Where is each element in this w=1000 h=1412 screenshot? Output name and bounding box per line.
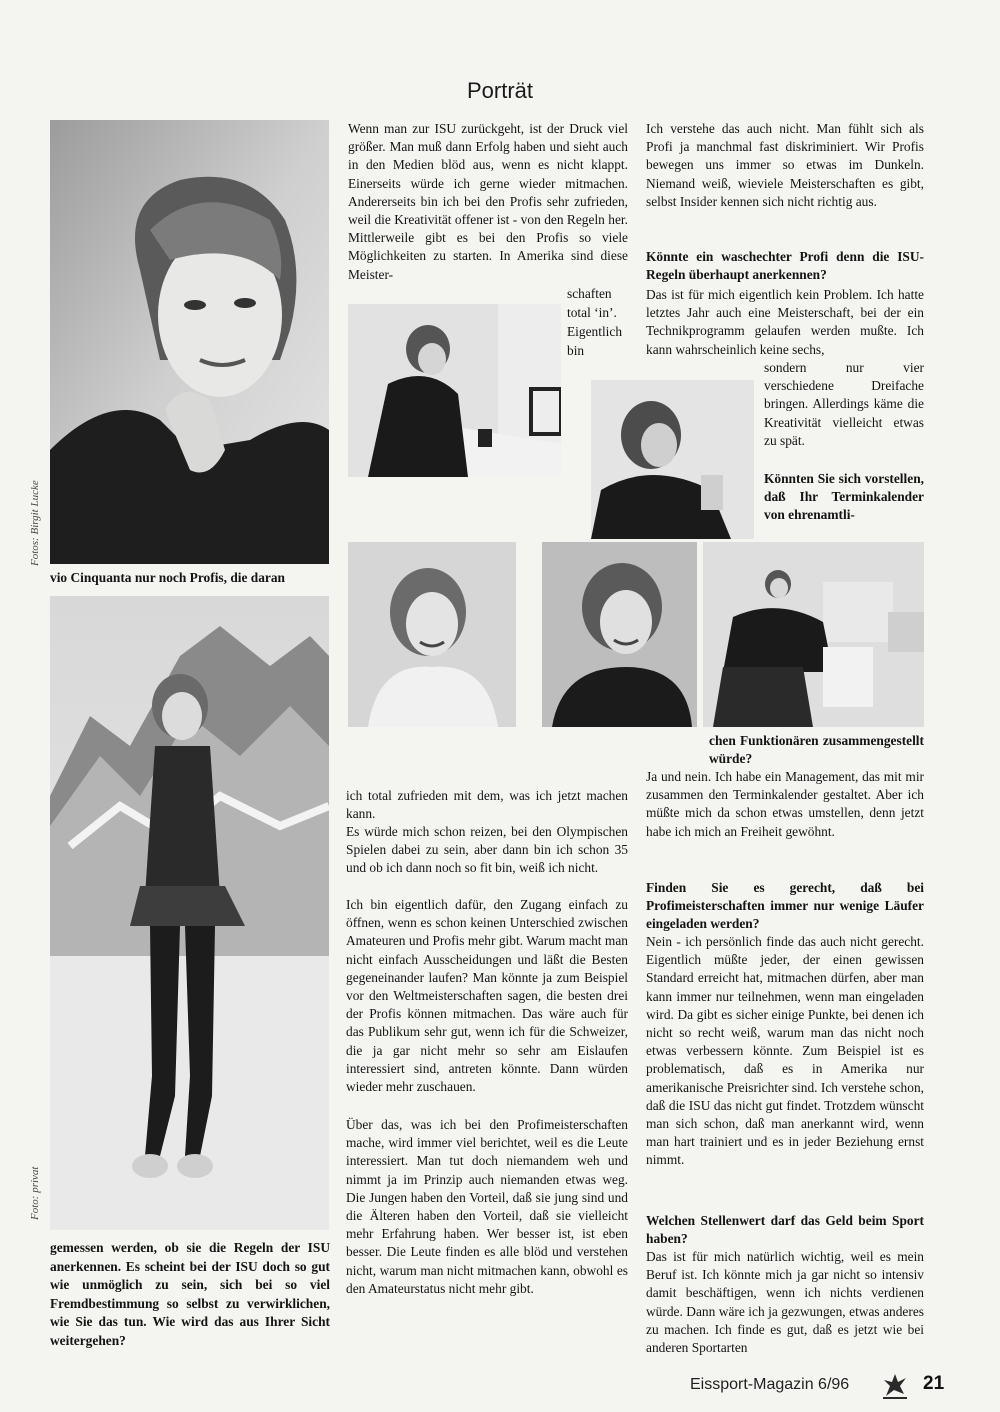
- skater-photo: [50, 596, 329, 1230]
- right-question-4: Welchen Stellenwert darf das Geld beim Sport haben?: [646, 1213, 924, 1247]
- photo-credit-top: Fotos: Birgit Lucke: [29, 480, 41, 566]
- magazine-issue: Eissport-Magazin 6/96: [690, 1376, 850, 1393]
- mid-paragraph-4: Ich bin eigentlich dafür, den Zugang einfach zu öffnen, wenn es schon keinen Unterschied zwischen Amateuren und Profis mehr gibt. Warum macht man nicht einfach Ausscheidungen und läßt die Besten gegeneinander laufen? Man könnte ja zum Beispiel vor den Weltmeisterschaften sagen, die besten drei der Profis können mitmachen. Das wäre auch für das Publikum sehr gut, wenn ich für die Schweizer, die ja gar nicht mehr so sehr am Eislaufen interessiert sind, antreten könnte. Dann würden wieder mehr zuschauen.: [346, 897, 628, 1095]
- left-caption-bottom: gemessen werden, ob sie die Regeln der ISU anerkennen. Es scheint bei der ISU doch so gut wie unmöglich zu sein, sich bei so viel Fremdbestimmung so selbst zu verwirklichen, wie Sie das tun. Wie wird das aus Ihrer Sicht weitergehen?: [50, 1240, 330, 1348]
- seated-photo: [703, 542, 924, 727]
- mid-paragraph-3: Es würde mich schon reizen, bei den Olympischen Spielen dabei zu sein, aber dann bin ich schon 35 und ob ich dann noch so fit bin, weiß ich nicht.: [346, 824, 628, 876]
- right-answer-1: Das ist für mich eigentlich kein Problem. Ich hatte letztes Jahr auch eine Meisterschaft, bei der ein Technikprogramm gelaufen werden mußte. Ich kann wahrscheinlich keine sechs,: [646, 287, 924, 357]
- right-paragraph-1: Ich verstehe das auch nicht. Man fühlt sich als Profi ja manchmal fast diskriminiert. Wir Profis bewegen uns immer so etwas im Dunkeln. Niemand weiß, wieviele Meisterschaften es gibt, selbst Insider kennen sich nicht richtig aus.: [646, 121, 924, 209]
- left-caption-top: vio Cinquanta nur noch Profis, die daran: [50, 570, 286, 585]
- right-answer-2: Ja und nein. Ich habe ein Management, das mit mir zusammen den Terminkalender gestaltet. Aber ich müßte mich da schon etwas umstellen, denn jetzt habe ich mich an Freiheit gewöhnt.: [646, 769, 924, 839]
- mid-paragraph-1b: schaften total ‘in’. Eigentlich bin: [567, 286, 623, 358]
- right-answer-4: Das ist für mich natürlich wichtig, weil es mein Beruf ist. Ich könnte mich ja gar nicht so intensiv damit beschäftigen, wenn ich nichts verdienen würde. Dann wäre ich ja gezwungen, etwas anderes zu machen. Ich finde es gut, daß es jetzt wie bei anderen Sportarten: [646, 1249, 924, 1356]
- page-number: 21: [923, 1373, 945, 1394]
- right-question-2b: chen Funktionären zusammengestellt würde?: [709, 733, 924, 767]
- right-question-2a: Könnten Sie sich vorstellen, daß Ihr Terminkalender von ehrenamtli-: [764, 471, 924, 523]
- portrait-photo: [50, 120, 329, 564]
- right-answer-3: Nein - ich persönlich finde das auch nicht gerecht. Eigentlich müßte jeder, der einen gewissen Standard erreicht hat, mitmachen dürfen, aber man kann immer nur teilnehmen, wenn man eingeladen wird. Da gibt es sicher einige Punkte, bei denen ich nicht so recht weiß, warum man das nicht noch etwas verbessern könnte. Zum Beispiel ist es problematisch, daß es in Amerika nur amerikanische Preisrichter sind. Ich verstehe schon, daß die ISU das nicht gut findet. Trotzdem wünscht man sich schon, daß man anerkannt wird, wenn man hart trainiert und es in jeder Beziehung ernst nimmt.: [646, 934, 924, 1168]
- section-title: Porträt: [466, 78, 534, 103]
- mid-paragraph-1: Wenn man zur ISU zurückgeht, ist der Druck viel größer. Man muß dann Erfolg haben und sieht auch in den Medien blöd aus, wenn es nicht klappt. Einerseits würde ich gerne wieder mitmachen. Andererseits bin ich bei den Profis sehr zufrieden, weil die Kreativität offener ist - von den Regeln her. Mittlerweile gibt es bei den Profis so viele Möglichkeiten zu starten. In Amerika sind diese Meister-: [348, 121, 628, 282]
- photo-credit-bottom: Foto: privat: [29, 1166, 41, 1220]
- right-question-3: Finden Sie es gerecht, daß bei Profimeisterschaften immer nur wenige Läufer eingeladen werden?: [646, 880, 924, 932]
- right-question-1: Könnte ein waschechter Profi denn die ISU-Regeln überhaupt anerkennen?: [646, 249, 924, 283]
- smiling-photo-2: [542, 542, 697, 727]
- thinking-photo: [591, 380, 754, 539]
- smiling-photo-1: [348, 542, 516, 727]
- right-answer-1b: sondern nur vier verschiedene Dreifache bringen. Allerdings käme die Kreativität vielleicht etwas zu spät.: [764, 360, 924, 448]
- page-footer: [690, 1372, 960, 1402]
- desk-photo: [348, 304, 561, 477]
- mid-paragraph-5: Über das, was ich bei den Profimeisterschaften mache, wird immer viel berichtet, weil es die Leute interessiert. Man tut doch niemandem weh und nimmt ja im Prinzip auch niemanden etwas weg. Die Jungen haben den Vorteil, daß sie jung sind und die Älteren haben den Vorteil, daß sie vielleicht mehr Erfahrung haben. Wer besser ist, ist eben besser. Die Leute finden es alle blöd und verstehen nicht, warum man nicht mitmachen kann, obwohl es den Amateurstatus nicht mehr gibt.: [346, 1117, 628, 1296]
- skater-logo-icon: [880, 1372, 910, 1400]
- mid-paragraph-2: ich total zufrieden mit dem, was ich jetzt machen kann.: [346, 788, 628, 822]
